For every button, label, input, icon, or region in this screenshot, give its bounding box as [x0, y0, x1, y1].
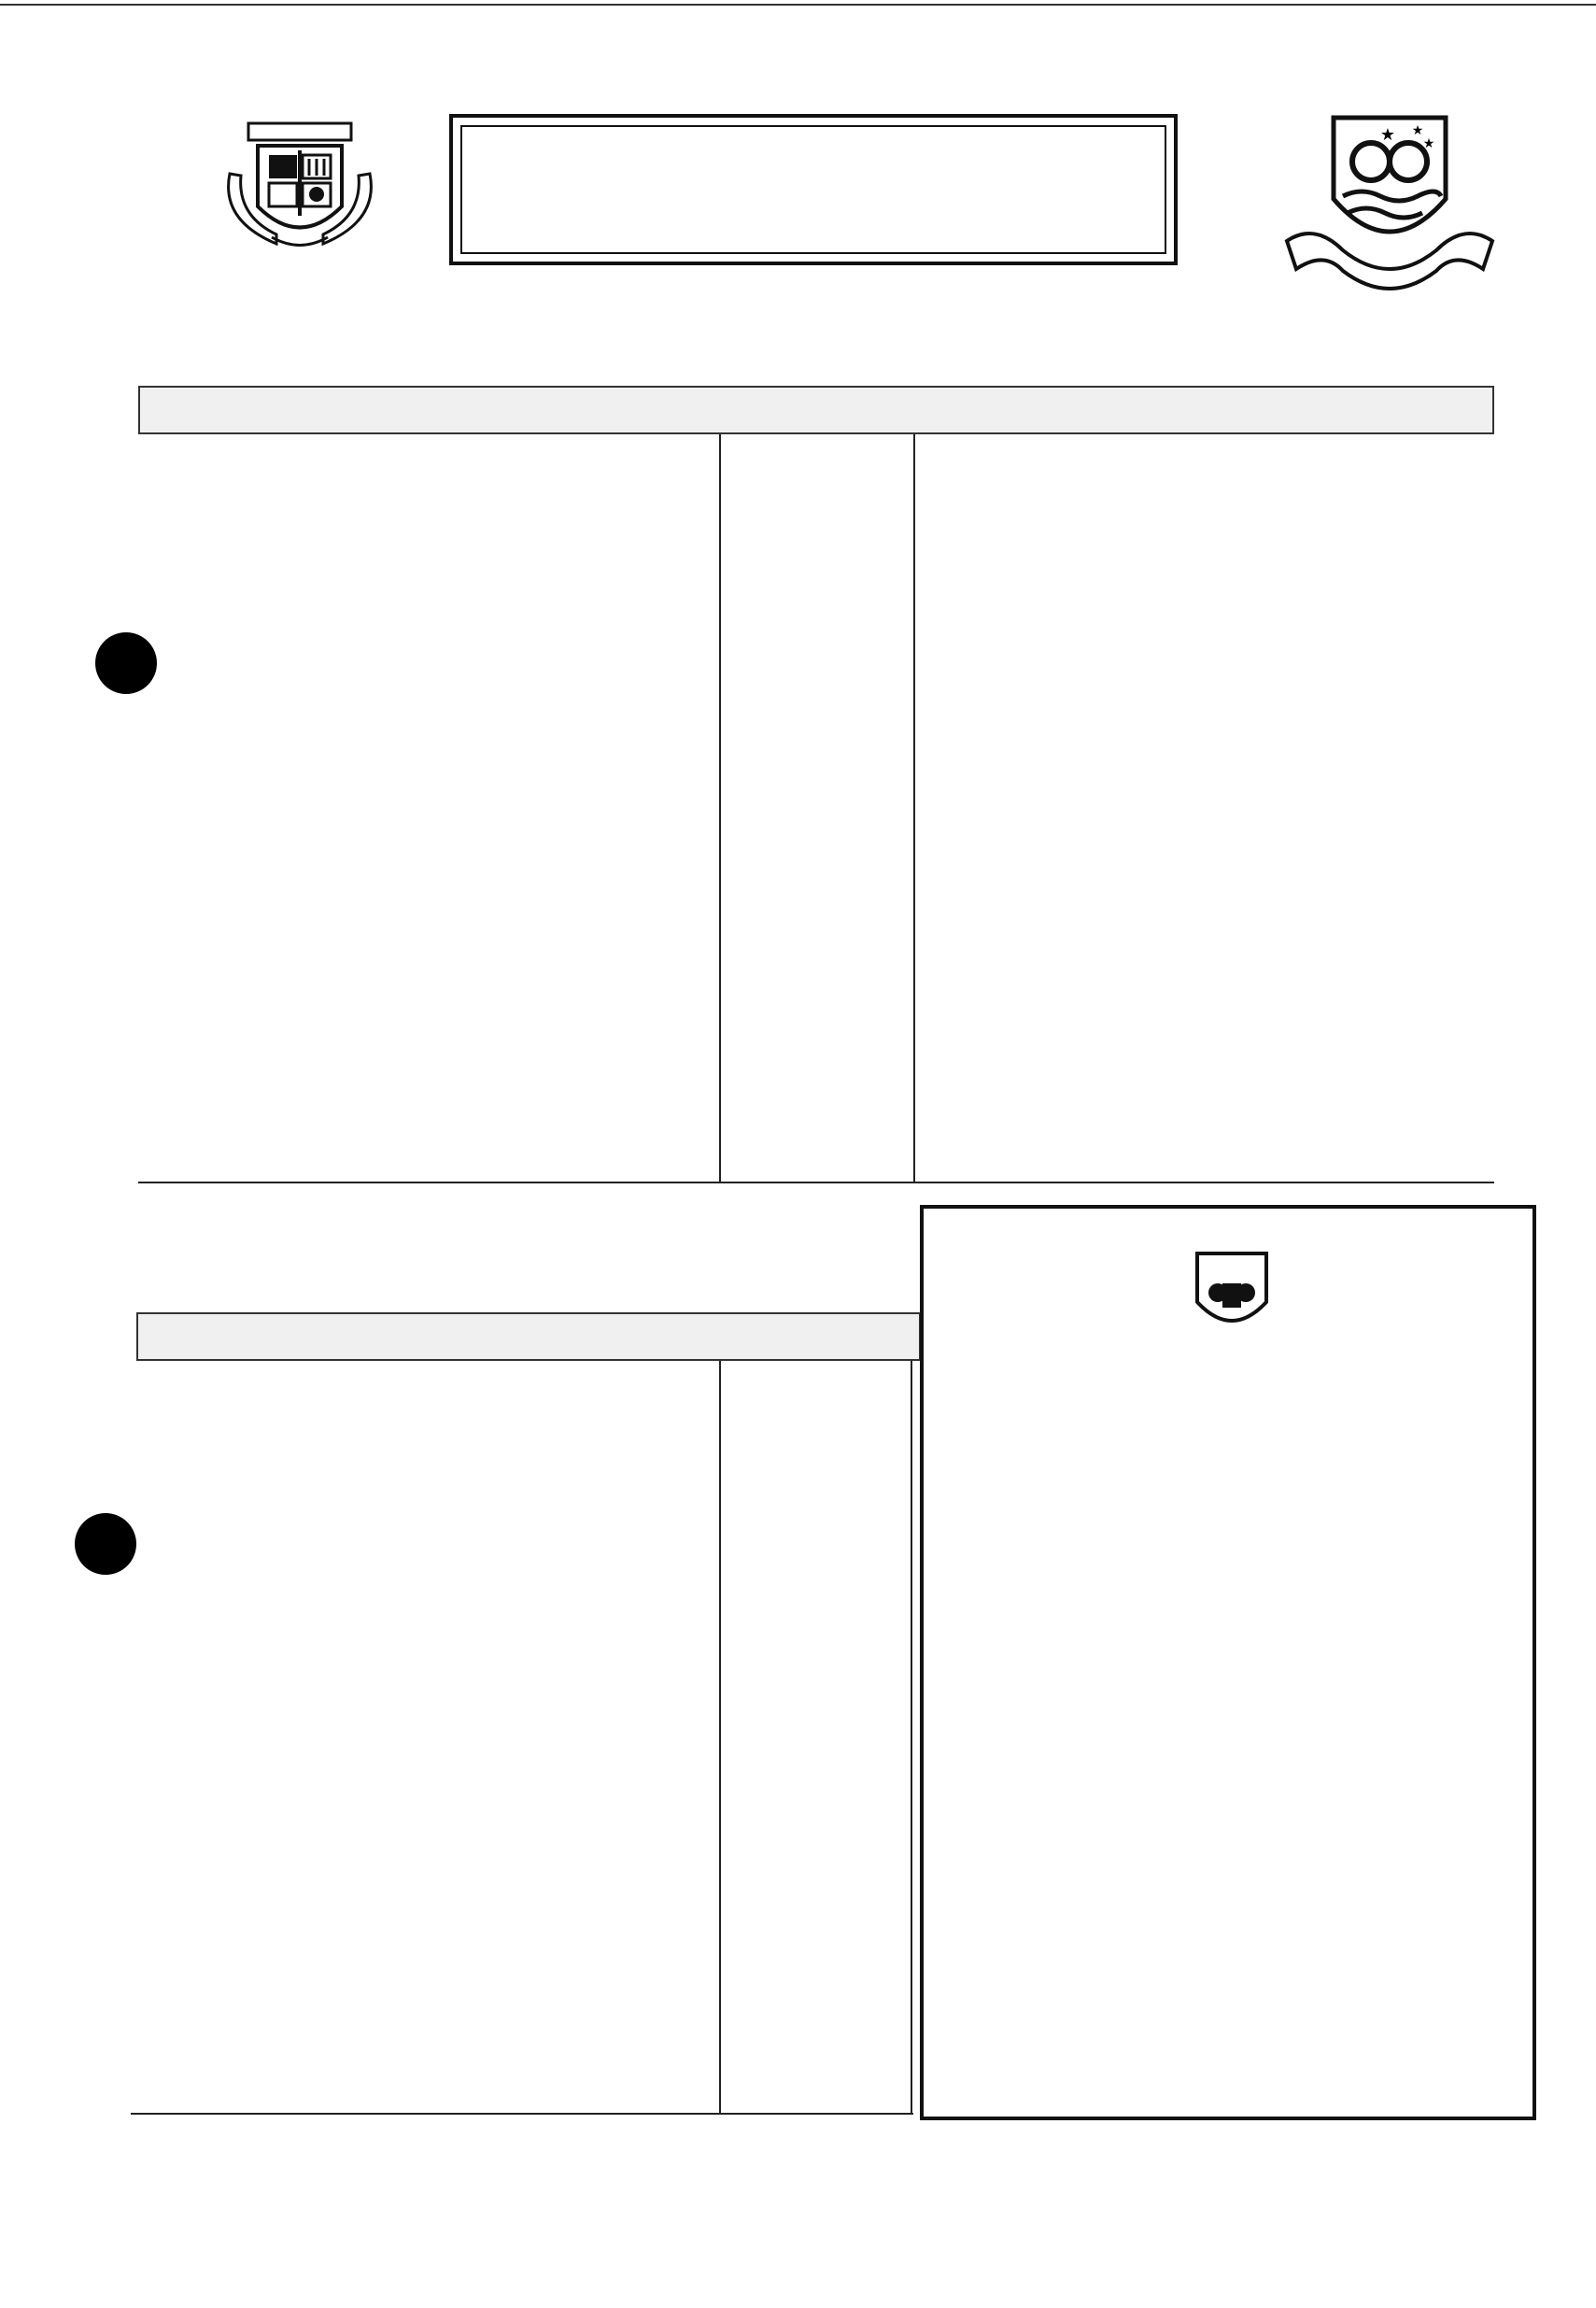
svg-text:★: ★: [1411, 124, 1424, 138]
svg-text:★: ★: [1379, 125, 1396, 144]
queanbeyan-club-logo: [220, 118, 379, 258]
universities-club-logo: [1278, 110, 1502, 297]
top-table-header-bar: [138, 386, 1494, 434]
svg-text:★: ★: [1422, 137, 1435, 151]
colts-bottom-rule: [131, 2113, 913, 2115]
top-divider-right: [913, 434, 915, 1182]
match-title-box: [449, 114, 1178, 265]
top-divider-left: [719, 434, 721, 1182]
punch-hole-upper: [95, 632, 157, 694]
colts-header-bar: [136, 1312, 921, 1361]
colts-divider-right: [911, 1361, 912, 2113]
punch-hole-lower: [75, 1513, 136, 1575]
top-table-bottom-rule: [138, 1182, 1494, 1183]
refereeing-advert: [920, 1205, 1536, 2120]
colts-divider-left: [719, 1361, 721, 2113]
act-referees-logo: [1190, 1246, 1274, 1339]
scan-edge: [0, 4, 1596, 6]
